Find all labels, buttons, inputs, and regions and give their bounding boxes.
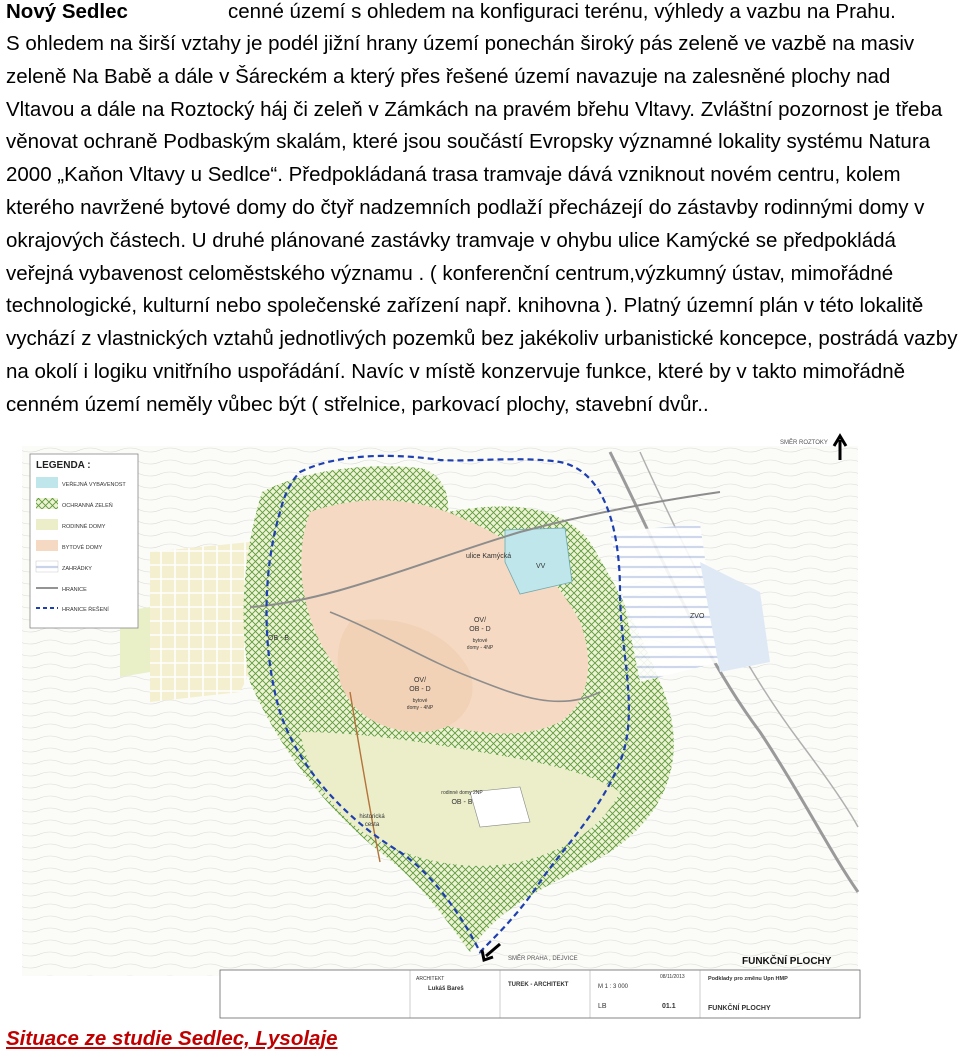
legend-label-family: RODINNÉ DOMY [62, 524, 106, 530]
label-mid-3: bytové [412, 698, 428, 704]
zone-civic-vv [505, 528, 572, 594]
label-center-1: OV/ [473, 617, 487, 624]
legend-label-border: HRANICE [62, 587, 87, 593]
site-plan-svg [0, 432, 960, 1020]
label-zone-ob-left: OB - B [268, 635, 290, 642]
legend-swatch-family [36, 519, 58, 530]
legend-label-boundary: HRANICE ŘEŠENÍ [62, 607, 109, 613]
label-center-3: bytové [472, 638, 488, 644]
label-zone-zvo: ZVO [690, 613, 705, 620]
site-plan-map [0, 432, 960, 1020]
heading-place: Nový Sedlec [6, 0, 128, 23]
legend-label-green: OCHRANNÁ ZELEŇ [62, 503, 113, 509]
title-block-scale: M 1 : 3 000 [598, 984, 629, 990]
legend-swatch-housing [36, 540, 58, 551]
label-direction-north: SMĚR ROZTOKY [780, 440, 828, 446]
title-block-heading: FUNKČNÍ PLOCHY [742, 956, 832, 967]
title-block-architect-label: ARCHITEKT [416, 976, 445, 982]
label-direction-south: SMĚR PRAHA , DEJVICE [508, 956, 578, 962]
legend-label-civic: VEŘEJNÁ VYBAVENOST [62, 482, 126, 488]
heading-tail: cenné území s ohledem na konfiguraci terénu, výhledy a vazbu na Prahu. [228, 0, 896, 23]
label-historic-1: historická [359, 814, 385, 820]
legend-swatch-civic [36, 477, 58, 488]
label-south-1: rodinné domy 2NP [441, 790, 483, 796]
label-mid-4: domy - 4NP [406, 705, 434, 711]
page-heading [6, 0, 956, 24]
body-paragraph: S ohledem na širší vztahy je podél jižní hrany území ponechán široký pás zeleně ve vazbě na masiv zeleně Na Babě a dále v Šáreckém a který přes řešené území navazuje na zalesněné plochy nad Vltavou a dále na Roztocký háj či zeleň v Zámkách na pravém břehu Vltavy. Zvláštní pozornost je třeba věnovat ochraně Podbaským skalám, které jsou součástí Evropsky významné lokality systému Natura 2000 „Kaňon Vltavy u Sedlce“. Předpokládaná trasa tramvaje dává vzniknout novém centru, kolem kterého navržené bytové domy do čtyř nadzemních podlaží přecházejí do zástavby rodinnými domy v okrajových částech. U druhé plánované zastávky tramvaje v ohybu ulice Kamýcké se předpokládá veřejná vybavenost celoměstského významu . ( konferenční centrum,výzkumný ústav, mimořádné technologické, kulturní nebo společenské zařízení např. knihovna ). Platný územní plán v této lokalitě vychází z vlastnických vztahů jednotlivých pozemků bez jakékoliv urbanistické koncepce, postrádá vazby na okolí i logiku vnitřního uspořádání. Navíc v místě konzervuje funkce, které by v takto mimořádně cenném území neměly vůbec být ( střelnice, parkovací plochy, stavební dvůr.. [6, 32, 958, 416]
label-street: ulice Kamýcká [466, 553, 512, 560]
label-historic-2: cesta [364, 822, 380, 828]
label-center-2: OB - D [469, 626, 491, 633]
title-block-project: Podklady pro změnu Upn HMP [708, 976, 788, 982]
legend-swatch-allotments [36, 561, 58, 572]
label-mid-2: OB - D [409, 686, 431, 693]
title-block-architect-name: Lukáš Bareš [428, 986, 464, 992]
figure-caption: Situace ze studie Sedlec, Lysolaje [6, 1027, 338, 1050]
title-block-code: LB [598, 1003, 607, 1010]
label-center-4: domy - 4NP [466, 645, 494, 651]
legend-label-housing: BYTOVÉ DOMY [62, 545, 103, 551]
legend-title: LEGENDA : [36, 460, 91, 471]
legend-swatch-green [36, 498, 58, 509]
label-south-2: OB - B [451, 799, 473, 806]
title-block-firm: TUREK - ARCHITEKT [508, 982, 569, 988]
title-block-sheet: 01.1 [662, 1003, 676, 1010]
title-block-date: 08/11/2013 [660, 974, 685, 980]
legend [30, 454, 138, 628]
title-block-drawing: FUNKČNÍ PLOCHY [708, 1005, 771, 1012]
label-zone-vv: VV [536, 563, 546, 570]
legend-label-allotments: ZAHRÁDKY [62, 566, 92, 572]
label-mid-1: OV/ [413, 677, 427, 684]
